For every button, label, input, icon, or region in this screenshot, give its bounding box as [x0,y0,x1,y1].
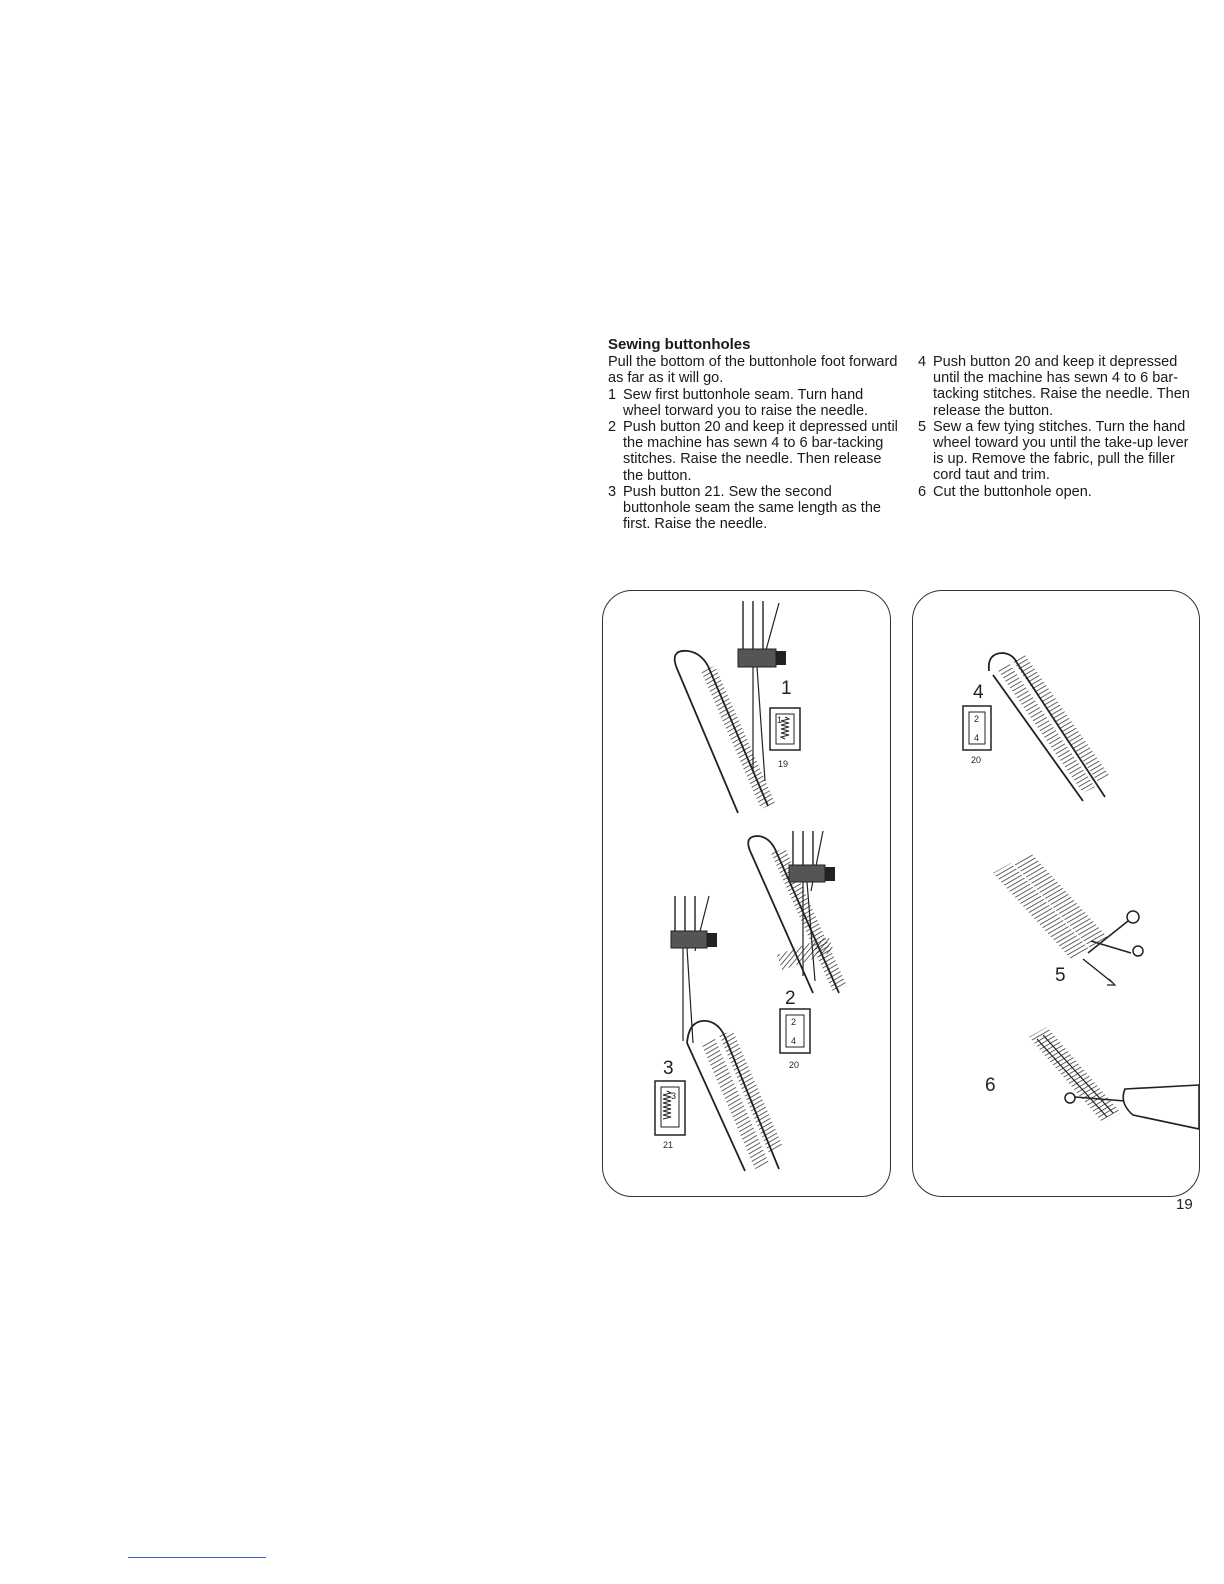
step-number: 2 [608,419,617,436]
button-mark-1: 1 [777,715,783,725]
step-text: Cut the buttonhole open. [933,483,1092,500]
figure-step-1 [675,601,800,813]
button-number-20: 20 [789,1060,800,1070]
buttonhole-illustration-right [913,591,1199,1196]
illustration-panel-left [602,590,891,1197]
figure-step-4 [963,653,1109,801]
figure-step-5 [993,853,1143,986]
text-column-left [608,337,898,532]
stitch-button-icon [963,706,991,750]
step-item [918,419,1198,484]
button-mark-2-bottom: 4 [791,1036,797,1046]
button-mark-4-top: 2 [974,714,980,724]
figure-label-6: 6 [985,1075,996,1096]
intro-paragraph: Pull the bottom of the buttonhole foot forward as far as it will go. [608,354,898,387]
buttonhole-illustration-left [603,591,890,1196]
step-number: 4 [918,354,927,370]
step-item [918,484,1198,500]
button-number-20: 20 [971,755,982,765]
steps-list-right [918,354,1198,500]
figure-step-2 [748,831,847,1070]
step-text: Sew a few tying stitches. Turn the hand wheel toward you until the take-up lever is up. Remove the fabric, pull the filler cord taut and trim. [933,418,1189,484]
button-number-21: 21 [663,1140,674,1150]
section-heading: Sewing buttonholes [608,336,751,353]
step-item [918,354,1198,419]
button-mark-3: 3 [671,1091,677,1101]
step-text: Push button 20 and keep it depressed until the machine has sewn 4 to 6 bar-tacking stitches. Raise the needle. Then release the button. [933,354,1190,419]
text-column-right [918,354,1198,500]
step-number: 5 [918,418,927,435]
step-number: 6 [918,483,927,500]
illustration-panel-right [912,590,1200,1197]
step-number: 3 [608,483,617,500]
step-item [608,484,898,533]
step-text: Push button 20 and keep it depressed until the machine has sewn 4 to 6 bar-tacking stitches. Raise the needle. Then release the button. [623,419,898,484]
button-mark-4-bottom: 4 [974,733,980,743]
step-item [608,419,898,484]
page-number: 19 [1176,1196,1193,1213]
steps-list-left [608,387,898,533]
figure-step-6 [985,1027,1199,1129]
figure-label-3: 3 [663,1058,674,1079]
figure-step-3 [655,896,783,1171]
button-number-19: 19 [778,759,789,769]
stitch-button-icon [780,1009,810,1053]
figure-label-5: 5 [1055,965,1066,986]
step-text: Push button 21. Sew the second buttonhole seam the same length as the first. Raise the needle. [623,483,881,533]
button-mark-2-top: 2 [791,1017,797,1027]
figure-label-2: 2 [785,988,796,1009]
step-number: 1 [608,386,617,403]
step-item [608,387,898,419]
figure-label-4: 4 [973,682,984,703]
figure-label-1: 1 [781,678,792,699]
step-text: Sew first buttonhole seam. Turn hand wheel torward you to raise the needle. [623,386,869,419]
bottom-rule [128,1557,266,1558]
